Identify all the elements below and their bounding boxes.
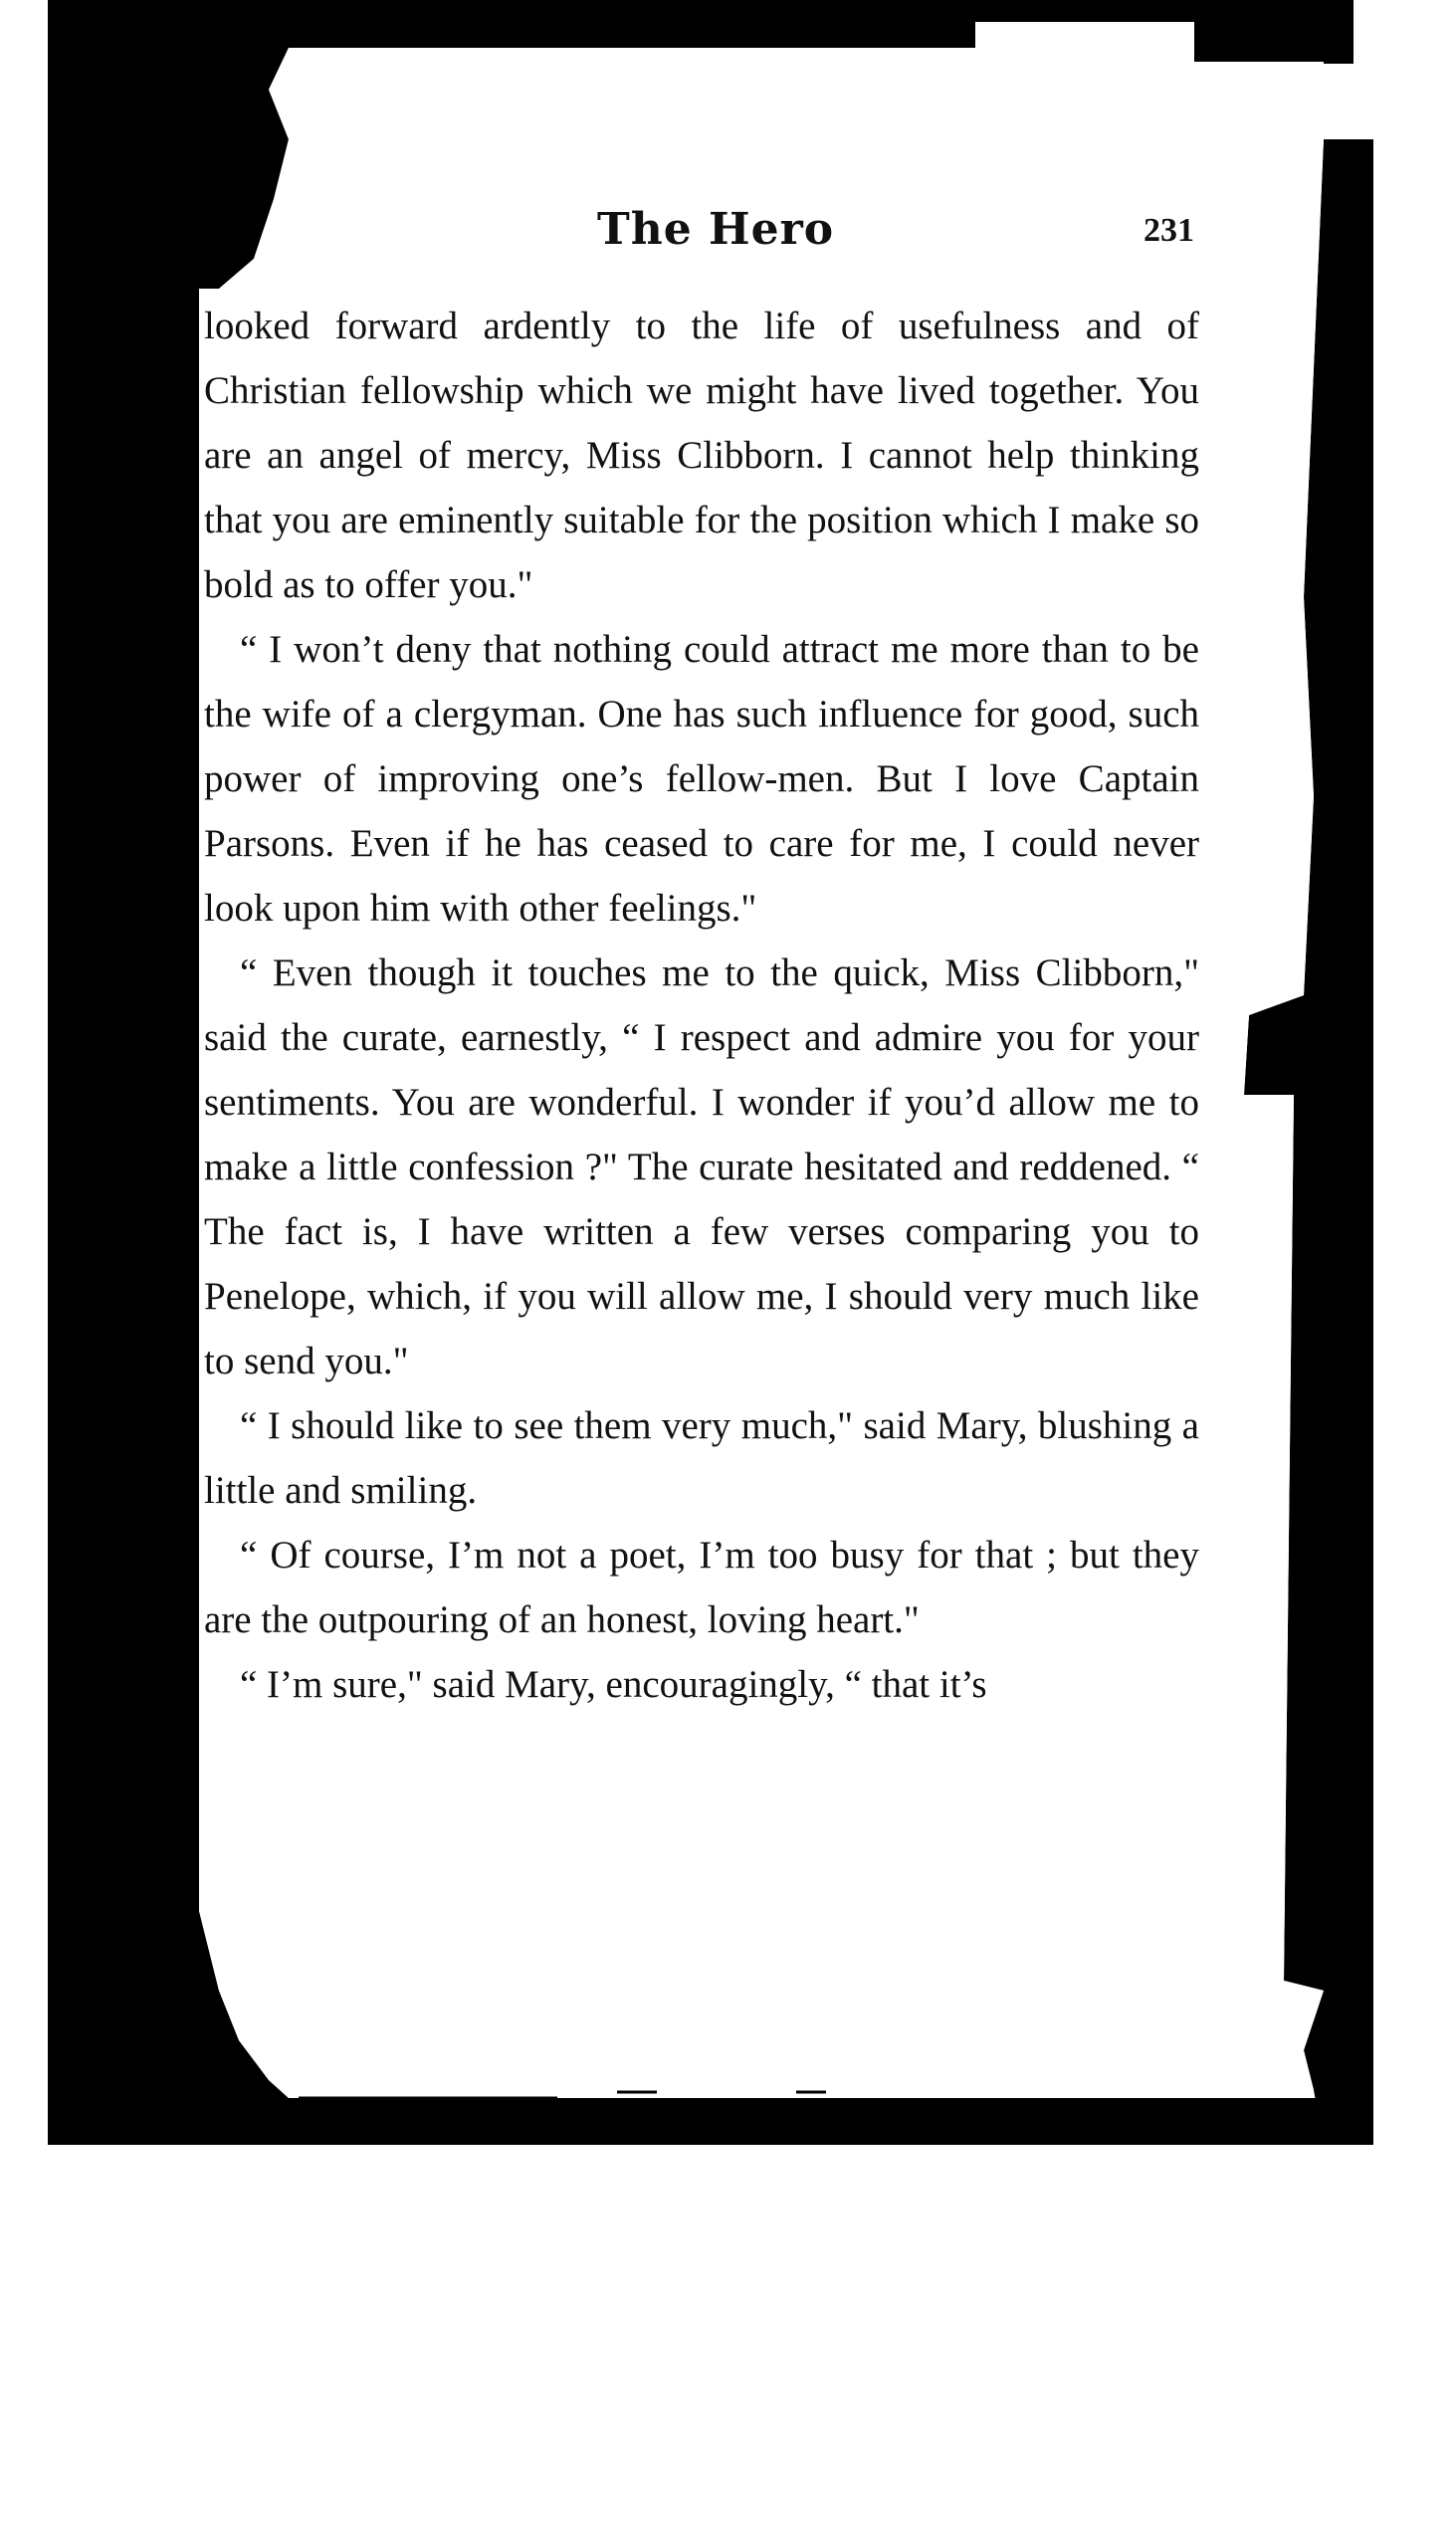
paragraph: “ Of course, I’m not a poet, I’m too busy for that ; but they are the outpouring of an honest, loving heart." [204, 1534, 1199, 1641]
paragraph: “ I should like to see them very much," said Mary, blushing a little and smiling. [204, 1404, 1199, 1512]
paragraph: looked forward ardently to the life of usefulness and of Christian fellowship which we might have lived together. You are an angel of mercy, Miss Clibborn. I cannot help thinking that you are eminently suitable for the position which I make so bold as to offer you." [204, 305, 1199, 606]
paragraph: “ I won’t deny that nothing could attract me more than to be the wife of a clergyman. One has such influence for good, such power of improving one’s fellow-men. But I love Captain Parsons. Even if he has ceased to care for me, I could never look upon him with other feelings." [204, 628, 1199, 930]
paragraph: “ I’m sure," said Mary, encouragingly, “ that it’s [240, 1663, 987, 1706]
paragraph: “ Even though it touches me to the quick, Miss Clibborn," said the curate, earnestly, “ I respect and admire you for your sentiments. You are wonderful. I wonder if you’d allow me to make a little confession ?" The curate hesitated and reddened. “ The fact is, I have written a few verses comparing you to Penelope, which, if you will allow me, I should very much like to send you." [204, 951, 1199, 1382]
body-text [204, 294, 1199, 1717]
running-title: The Hero [597, 204, 835, 255]
page-number: 231 [1144, 212, 1194, 249]
page-header [199, 204, 1194, 264]
